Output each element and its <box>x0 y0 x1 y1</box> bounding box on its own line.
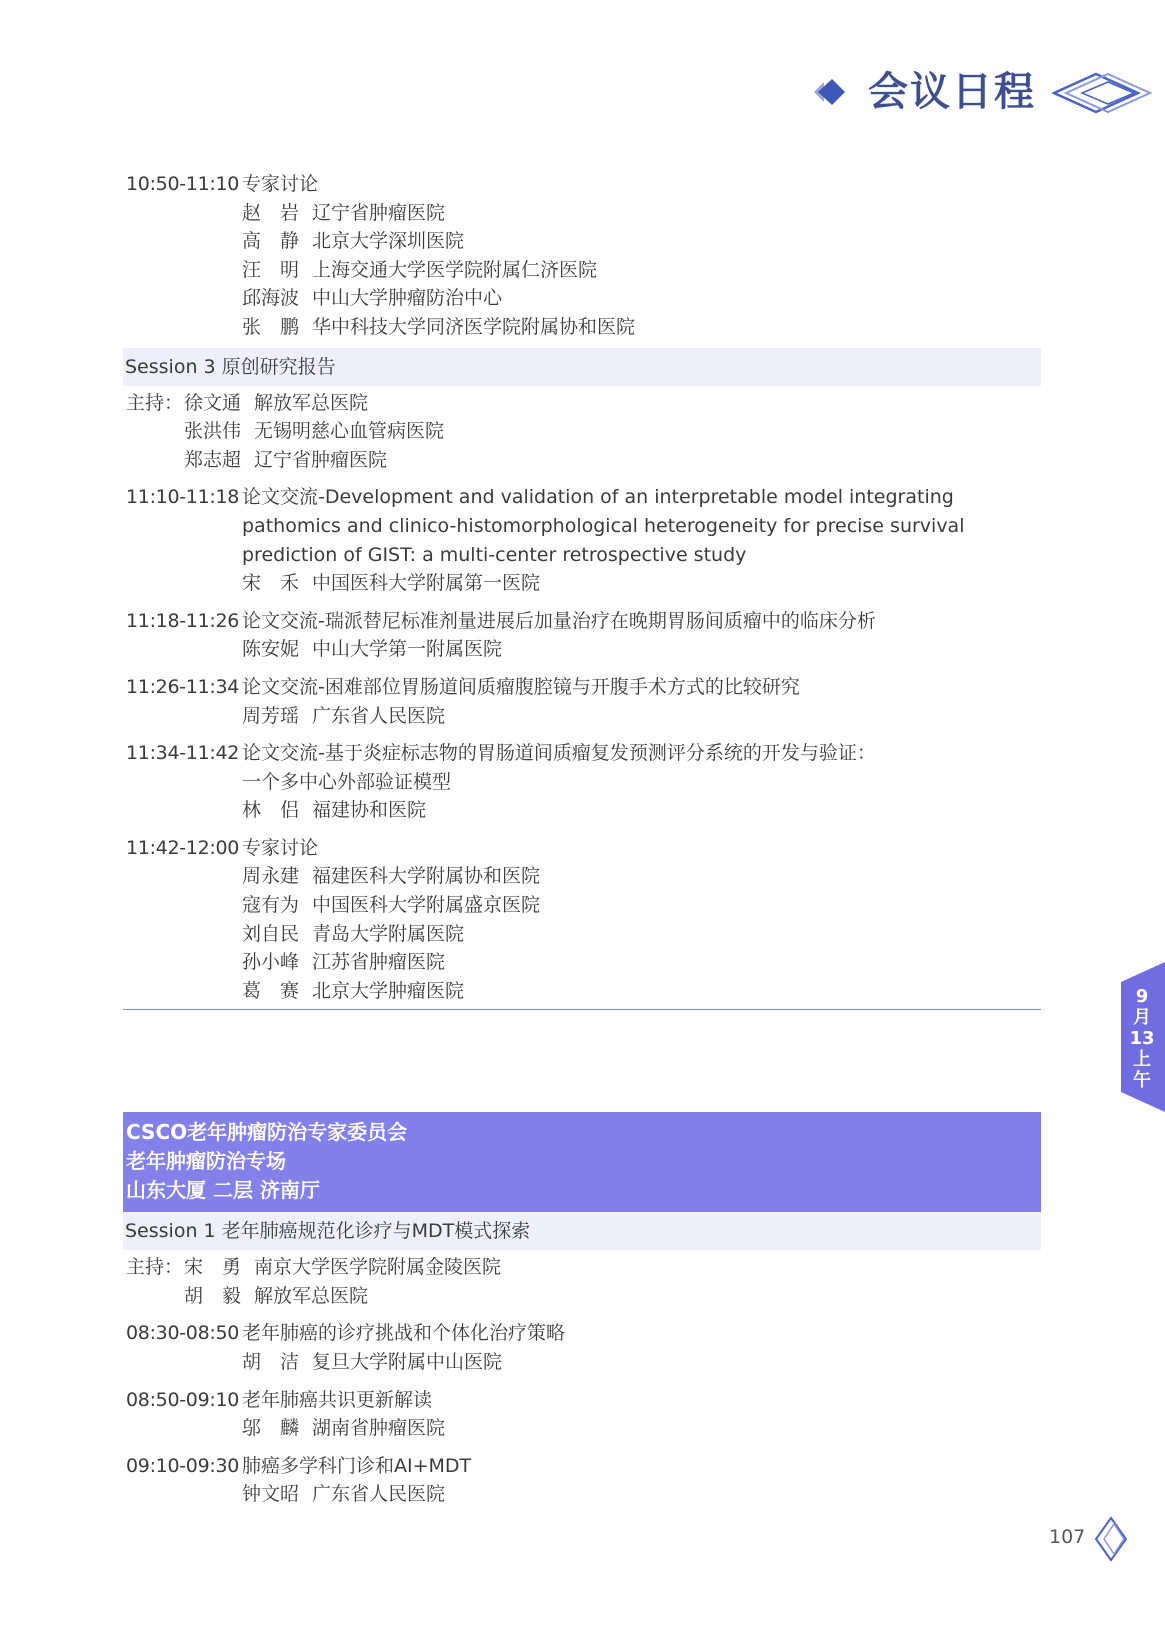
speaker-name: 高 静 <box>242 230 300 253</box>
schedule-item <box>126 483 1041 597</box>
speaker-row <box>242 1414 1041 1443</box>
date-tab <box>1124 986 1160 1091</box>
speaker-name: 汪 明 <box>242 258 300 281</box>
schedule-content <box>126 170 1041 1509</box>
speaker-name: 林 侣 <box>242 799 300 822</box>
page-title: 会议日程 <box>868 69 1036 115</box>
item-title-line: 论文交流-瑞派替尼标准剂量进展后加量治疗在晚期胃肠间质瘤中的临床分析 <box>242 609 876 632</box>
speaker-name: 钟文昭 <box>242 1483 300 1506</box>
venue-header <box>123 1112 1041 1212</box>
schedule-item <box>126 673 1041 730</box>
speaker-name: 邬 麟 <box>242 1417 300 1440</box>
speaker-org: 上海交通大学医学院附属仁济医院 <box>312 258 598 281</box>
time-slot: 10:50-11:10 <box>126 173 240 195</box>
host-name: 张洪伟 <box>184 420 242 443</box>
venue-header-line: 老年肿瘤防治专场 <box>126 1149 286 1174</box>
schedule-item <box>126 1452 1041 1509</box>
speaker-org: 青岛大学附属医院 <box>312 922 465 945</box>
time-slot: 11:26-11:34 <box>126 675 240 698</box>
speaker-name: 宋 禾 <box>242 572 300 595</box>
speaker-org: 北京大学深圳医院 <box>312 230 465 253</box>
host-row <box>126 1253 1041 1282</box>
speaker-org: 广东省人民医院 <box>312 704 446 727</box>
item-title-line: 一个多中心外部验证模型 <box>242 770 452 793</box>
time-slot: 09:10-09:30 <box>126 1454 240 1477</box>
speaker-row <box>242 199 1041 228</box>
speaker-name: 陈安妮 <box>242 638 300 661</box>
speaker-name: 葛 赛 <box>242 979 300 1002</box>
item-title: 专家讨论 <box>242 173 319 195</box>
host-row <box>126 1282 1041 1311</box>
item-title-line: 论文交流-基于炎症标志物的胃肠道间质瘤复发预测评分系统的开发与验证： <box>242 742 876 765</box>
speaker-org: 湖南省肿瘤医院 <box>312 1417 446 1440</box>
speaker-org: 广东省人民医院 <box>312 1483 446 1506</box>
host-name: 郑志超 <box>184 448 242 471</box>
speaker-org: 福建协和医院 <box>312 799 427 822</box>
host-name: 宋 勇 <box>184 1256 242 1279</box>
speaker-name: 张 鹏 <box>242 315 300 338</box>
section-divider <box>123 1009 1041 1010</box>
speaker-name: 周芳瑶 <box>242 704 300 727</box>
host-org: 辽宁省肿瘤医院 <box>254 448 388 471</box>
speaker-org: 中国医科大学附属盛京医院 <box>312 894 541 917</box>
time-slot: 11:18-11:26 <box>126 609 240 632</box>
speaker-name: 寇有为 <box>242 894 300 917</box>
speaker-name: 刘自民 <box>242 922 300 945</box>
host-org: 无锡明慈心血管病医院 <box>254 420 445 443</box>
speaker-row <box>242 977 1041 1006</box>
date-tab-char: 月 <box>1133 1007 1151 1028</box>
speaker-row <box>242 862 1041 891</box>
speaker-name: 胡 洁 <box>242 1351 300 1373</box>
item-title: 老年肺癌共识更新解读 <box>242 1388 433 1411</box>
speaker-row <box>242 702 1041 731</box>
speaker-row <box>242 256 1041 285</box>
speaker-row <box>242 920 1041 949</box>
host-org: 解放军总医院 <box>254 391 369 414</box>
speaker-row <box>242 796 1041 825</box>
venue-header-line: 山东大厦 二层 济南厅 <box>126 1177 320 1202</box>
time-slot: 11:42-12:00 <box>126 836 240 859</box>
speaker-row <box>242 635 1041 664</box>
time-slot: 11:34-11:42 <box>126 742 240 765</box>
time-slot: 11:10-11:18 <box>126 486 240 509</box>
speaker-row <box>242 1348 1041 1377</box>
item-title: 肺癌多学科门诊和AI+MDT <box>242 1454 472 1477</box>
host-row <box>126 389 1041 418</box>
speaker-row <box>242 948 1041 977</box>
schedule-item <box>126 607 1041 664</box>
item-title-line: 论文交流-困难部位胃肠道间质瘤腹腔镜与开腹手术方式的比较研究 <box>242 675 800 698</box>
speaker-org: 中山大学肿瘤防治中心 <box>312 287 503 310</box>
date-tab-char: 13 <box>1129 1028 1155 1049</box>
speaker-org: 辽宁省肿瘤医院 <box>312 201 446 224</box>
session-header: Session 1 老年肺癌规范化诊疗与MDT模式探索 <box>123 1212 1041 1250</box>
speaker-name: 邱海波 <box>242 287 300 310</box>
schedule-item <box>126 739 1041 825</box>
item-title: 专家讨论 <box>242 836 319 859</box>
speaker-org: 华中科技大学同济医学院附属协和医院 <box>312 315 636 338</box>
speaker-row <box>242 891 1041 920</box>
item-title-line: prediction of GIST: a multi-center retrospective study <box>242 543 747 566</box>
speaker-org: 福建医科大学附属协和医院 <box>312 865 541 888</box>
host-row <box>126 417 1041 446</box>
time-slot: 08:30-08:50 <box>126 1322 240 1345</box>
speaker-org: 江苏省肿瘤医院 <box>312 951 446 974</box>
host-label: 主持： <box>126 1256 184 1279</box>
time-slot: 08:50-09:10 <box>126 1388 240 1411</box>
host-name: 胡 毅 <box>184 1284 242 1307</box>
schedule-item <box>126 170 1041 342</box>
schedule-item <box>126 834 1041 1006</box>
date-tab-char: 9 <box>1135 986 1149 1007</box>
schedule-item <box>126 1319 1041 1376</box>
host-org: 解放军总医院 <box>254 1284 369 1307</box>
speaker-row <box>242 1480 1041 1509</box>
speaker-name: 赵 岩 <box>242 201 300 224</box>
venue-header-line: CSCO老年肿瘤防治专家委员会 <box>126 1120 408 1145</box>
host-org: 南京大学医学院附属金陵医院 <box>254 1256 502 1279</box>
speaker-row <box>242 284 1041 313</box>
diamond-bullet-icon <box>810 76 846 108</box>
speaker-row <box>242 313 1041 342</box>
page-number: 107 <box>1049 1526 1086 1548</box>
date-tab-char: 午 <box>1133 1070 1151 1091</box>
speaker-row <box>242 569 1041 598</box>
session-header: Session 3 原创研究报告 <box>123 348 1041 386</box>
speaker-name: 周永建 <box>242 865 300 888</box>
speaker-org: 北京大学肿瘤医院 <box>312 979 465 1002</box>
speaker-org: 中国医科大学附属第一医院 <box>312 572 541 595</box>
double-diamond-outline-icon <box>1052 70 1152 116</box>
item-title: 老年肺癌的诊疗挑战和个体化治疗策略 <box>242 1322 566 1345</box>
host-name: 徐文通 <box>184 391 242 414</box>
item-title-line: pathomics and clinico-histomorphological heterogeneity for precise survival <box>242 514 965 537</box>
diamond-outline-icon <box>1094 1516 1128 1562</box>
item-title-line: 论文交流-Development and validation of an interpretable model integrating <box>242 486 954 509</box>
speaker-org: 中山大学第一附属医院 <box>312 638 503 661</box>
date-tab-char: 上 <box>1133 1049 1151 1070</box>
host-row <box>126 446 1041 475</box>
schedule-item <box>126 1386 1041 1443</box>
host-label: 主持： <box>126 391 184 414</box>
speaker-org: 复旦大学附属中山医院 <box>312 1351 503 1373</box>
speaker-name: 孙小峰 <box>242 951 300 974</box>
speaker-row <box>242 227 1041 256</box>
